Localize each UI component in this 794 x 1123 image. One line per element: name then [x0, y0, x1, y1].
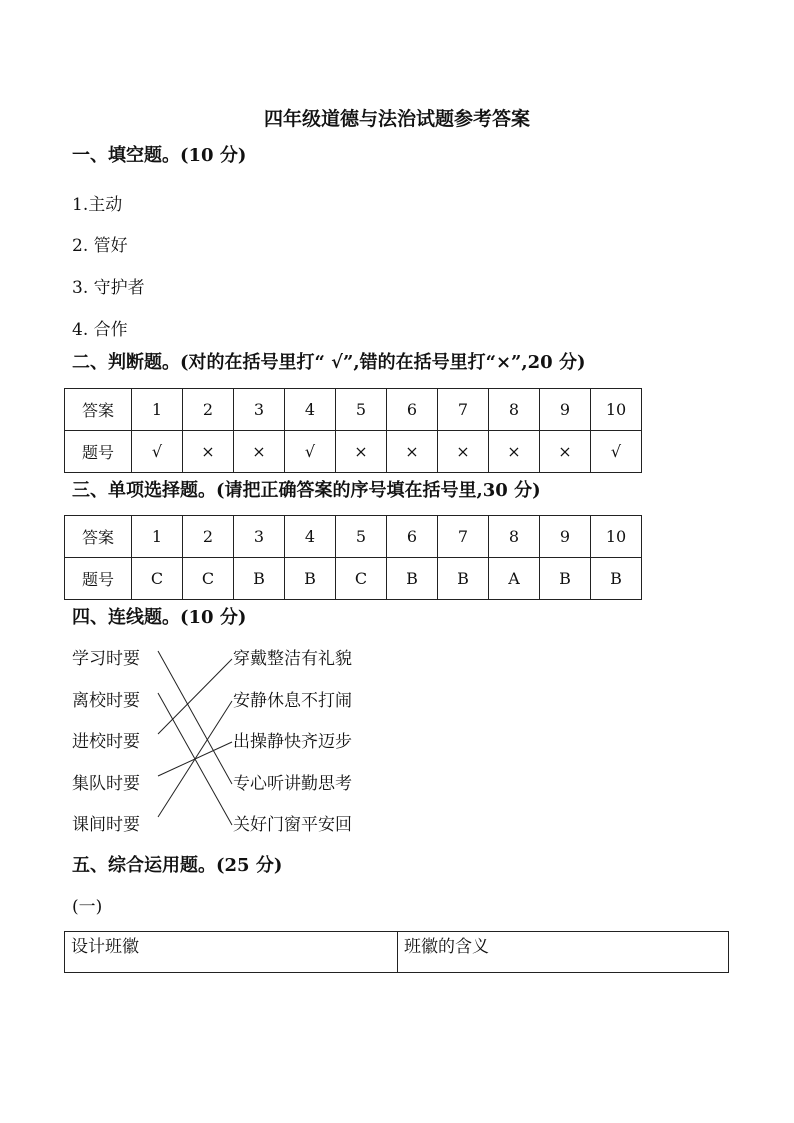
table-cell: A [489, 558, 540, 600]
table-cell: 9 [540, 389, 591, 431]
section-match-heading: 四、连线题。(10 分) [72, 607, 247, 628]
table-cell: 答案 [65, 389, 132, 431]
table-cell: × [234, 431, 285, 473]
table-cell: 题号 [65, 431, 132, 473]
page-title: 四年级道德与法治试题参考答案 [263, 108, 530, 130]
table-cell: 3 [234, 389, 285, 431]
design-table [64, 931, 729, 973]
table-cell: 9 [540, 516, 591, 558]
section-judge-heading: 二、判断题。(对的在括号里打“ √”,错的在括号里打“×”,20 分) [72, 352, 586, 373]
table-cell: 4 [285, 389, 336, 431]
table-cell: 3 [234, 516, 285, 558]
table-cell: 8 [489, 389, 540, 431]
table-cell: B [540, 558, 591, 600]
match-right-item: 安静休息不打闹 [233, 691, 352, 711]
section-comprehensive-heading: 五、综合运用题。(25 分) [72, 855, 283, 876]
table-cell: × [540, 431, 591, 473]
table-cell: 1 [132, 516, 183, 558]
table-cell: 答案 [65, 516, 132, 558]
fill-answer-2: 2. 管好 [72, 236, 128, 256]
table-cell: 设计班徽 [65, 932, 398, 973]
table-cell: 6 [387, 389, 438, 431]
table-cell: × [336, 431, 387, 473]
fill-answer-3: 3. 守护者 [72, 278, 145, 298]
table-cell: × [183, 431, 234, 473]
table-cell: √ [132, 431, 183, 473]
match-right-item: 穿戴整洁有礼貌 [233, 649, 352, 669]
part-label: (一) [72, 897, 103, 917]
table-cell: 2 [183, 516, 234, 558]
table-row [65, 932, 729, 973]
section-choice-heading: 三、单项选择题。(请把正确答案的序号填在括号里,30 分) [72, 480, 541, 501]
table-cell: B [591, 558, 642, 600]
table-cell: C [132, 558, 183, 600]
table-cell: B [285, 558, 336, 600]
table-cell: B [234, 558, 285, 600]
table-cell: 8 [489, 516, 540, 558]
table-cell: × [489, 431, 540, 473]
match-left-item: 学习时要 [72, 649, 140, 669]
table-cell: 4 [285, 516, 336, 558]
table-cell: 题号 [65, 558, 132, 600]
table-cell: B [438, 558, 489, 600]
table-cell: 5 [336, 516, 387, 558]
match-right-item: 专心听讲勤思考 [233, 774, 352, 794]
section-fill-heading: 一、填空题。(10 分) [72, 145, 247, 166]
table-cell: 6 [387, 516, 438, 558]
table-cell: √ [285, 431, 336, 473]
table-cell: 班徽的含义 [398, 932, 729, 973]
fill-answer-4: 4. 合作 [72, 320, 128, 340]
match-left-item: 课间时要 [72, 815, 140, 835]
table-cell: C [336, 558, 387, 600]
match-right-item: 关好门窗平安回 [233, 815, 352, 835]
table-cell: 5 [336, 389, 387, 431]
table-cell: √ [591, 431, 642, 473]
table-cell: 10 [591, 389, 642, 431]
table-cell: 7 [438, 516, 489, 558]
table-cell: 7 [438, 389, 489, 431]
table-cell: 1 [132, 389, 183, 431]
match-left-item: 离校时要 [72, 691, 140, 711]
table-cell: C [183, 558, 234, 600]
table-cell: 2 [183, 389, 234, 431]
match-left-item: 集队时要 [72, 774, 140, 794]
table-cell: × [387, 431, 438, 473]
table-cell: 10 [591, 516, 642, 558]
match-right-item: 出操静快齐迈步 [233, 732, 352, 752]
match-left-item: 进校时要 [72, 732, 140, 752]
table-cell: B [387, 558, 438, 600]
fill-answer-1: 1.主动 [72, 195, 123, 215]
table-cell: × [438, 431, 489, 473]
